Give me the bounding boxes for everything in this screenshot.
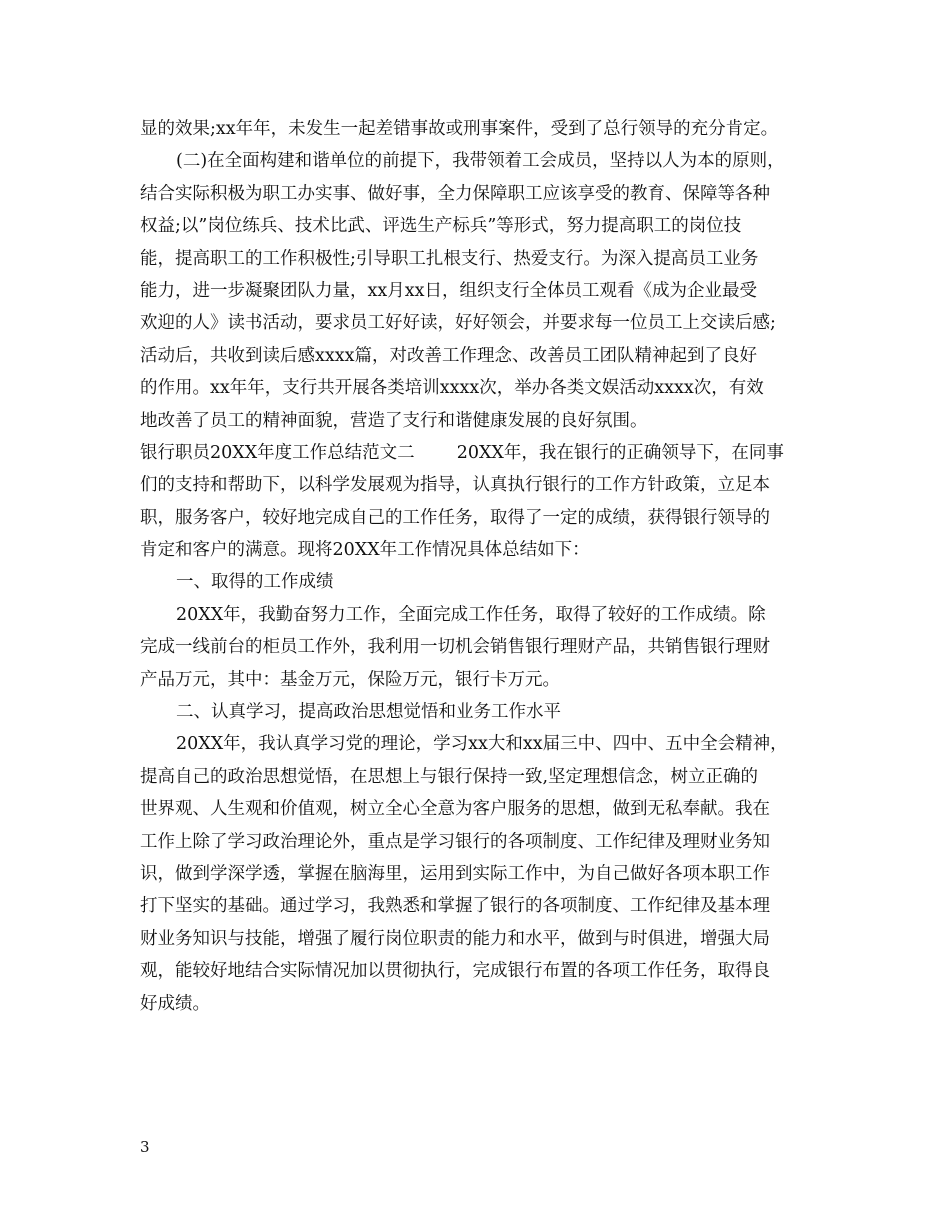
section-title: 银行职员20XX年度工作总结范文二 bbox=[140, 442, 415, 463]
section-intro-start: 20XX年，我在银行的正确领导下，在同事 bbox=[456, 442, 784, 463]
text-line: 世界观、人生观和价值观，树立全心全意为客户服务的思想，做到无私奉献。我在 bbox=[140, 799, 770, 820]
text-line: (二)在全面构建和谐单位的前提下，我带领着工会成员，坚持以人为本的原则， bbox=[176, 151, 785, 172]
document-body bbox=[140, 113, 820, 1020]
section-heading: 一、取得的工作成绩 bbox=[176, 572, 334, 593]
text-line: 职，服务客户，较好地完成自己的工作任务，取得了一定的成绩，获得银行领导的 bbox=[140, 507, 770, 528]
text-line: 显的效果;xx年年，未发生一起差错事故或刑事案件，受到了总行领导的充分肯定。 bbox=[140, 119, 779, 139]
text-line: 好成绩。 bbox=[140, 993, 210, 1014]
text-line: 产品万元，其中：基金万元，保险万元，银行卡万元。 bbox=[140, 669, 560, 690]
text-line: 识，做到学深学透，掌握在脑海里，运用到实际工作中，为自己做好各项本职工作 bbox=[140, 863, 770, 884]
text-line: 观，能较好地结合实际情况加以贯彻执行，完成银行布置的各项工作任务，取得良 bbox=[140, 961, 770, 982]
section-title-line bbox=[140, 437, 820, 469]
text-line: 权益;以”岗位练兵、技术比武、评选生产标兵”等形式，努力提高职工的岗位技 bbox=[140, 216, 742, 237]
text-line: 结合实际积极为职工办实事、做好事，全力保障职工应该享受的教育、保障等各种 bbox=[140, 183, 770, 204]
text-line: 欢迎的人》读书活动，要求员工好好读，好好领会，并要求每一位员工上交读后感; bbox=[140, 313, 776, 334]
text-line: 20XX年，我勤奋努力工作，全面完成工作任务，取得了较好的工作成绩。除 bbox=[176, 604, 766, 625]
text-line: 活动后，共收到读后感xxxx篇，对改善工作理念、改善员工团队精神起到了良好 bbox=[140, 345, 757, 366]
text-line: 的作用。xx年年，支行共开展各类培训xxxx次，举办各类文娱活动xxxx次，有效 bbox=[140, 378, 764, 399]
page-number: 3 bbox=[140, 1138, 150, 1156]
section-heading: 二、认真学习，提高政治思想觉悟和业务工作水平 bbox=[176, 702, 561, 723]
text-line: 能，提高职工的工作积极性;引导职工扎根支行、热爱支行。为深入提高员工业务 bbox=[140, 248, 759, 269]
text-line: 提高自己的政治思想觉悟，在思想上与银行保持一致,坚定理想信念，树立正确的 bbox=[140, 766, 759, 787]
text-line: 20XX年，我认真学习党的理论，学习xx大和xx届三中、四中、五中全会精神， bbox=[176, 734, 788, 755]
text-line: 财业务知识与技能，增强了履行岗位职责的能力和水平，做到与时俱进，增强大局 bbox=[140, 928, 770, 949]
text-line: 工作上除了学习政治理论外，重点是学习银行的各项制度、工作纪律及理财业务知 bbox=[140, 831, 770, 852]
text-line: 能力，进一步凝聚团队力量，xx月xx日，组织支行全体员工观看《成为企业最受 bbox=[140, 280, 757, 301]
text-line: 完成一线前台的柜员工作外，我利用一切机会销售银行理财产品，共销售银行理财 bbox=[140, 637, 770, 658]
text-line: 们的支持和帮助下，以科学发展观为指导，认真执行银行的工作方针政策，立足本 bbox=[140, 475, 770, 496]
text-line: 地改善了员工的精神面貌，营造了支行和谐健康发展的良好氛围。 bbox=[140, 410, 648, 431]
text-line: 肯定和客户的满意。现将20XX年工作情况具体总结如下： bbox=[140, 540, 590, 561]
text-line: 打下坚实的基础。通过学习，我熟悉和掌握了银行的各项制度、工作纪律及基本理 bbox=[140, 896, 770, 917]
